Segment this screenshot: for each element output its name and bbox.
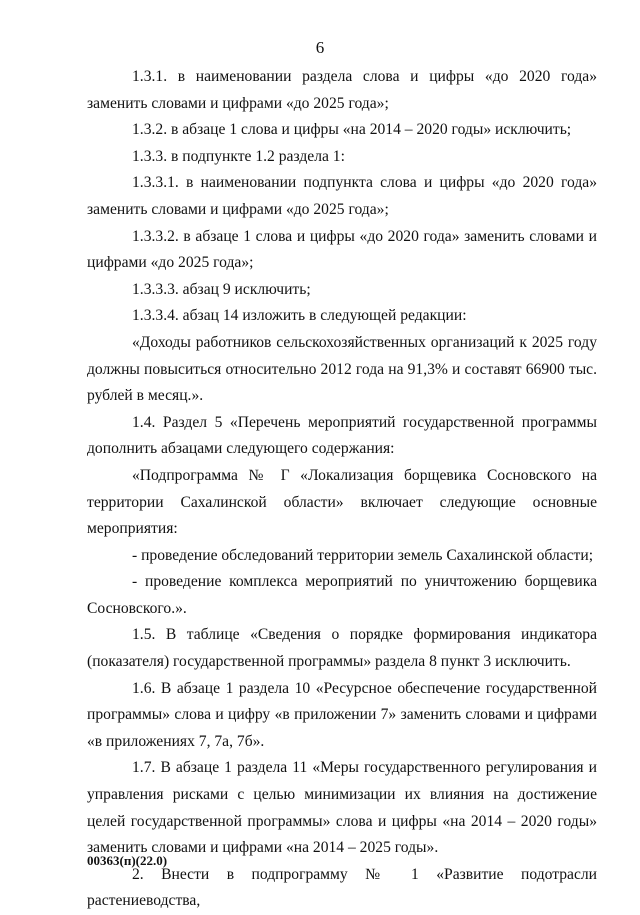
paragraph-1-5: 1.5. В таблице «Сведения о порядке формирования индикатора (показателя) государственной программы» раздела 8 пункт 3 исключить. xyxy=(87,626,597,671)
paragraph-2: 2. Внести в подпрограмму № 1 «Развитие подотрасли растениеводства, xyxy=(87,865,597,910)
quote-income: «Доходы работников сельскохозяйственных организаций к 2025 году должны повыситься относительно 2012 года на 91,3% и составят 66900 тыс. рублей в месяц.». xyxy=(87,333,597,405)
document-body xyxy=(87,64,597,915)
document-code: 00363(п)(22.0) xyxy=(87,853,168,868)
paragraph-1-3-3-1: 1.3.3.1. в наименовании подпункта слова и цифры «до 2020 года» заменить словами и цифрами «до 2025 года»; xyxy=(87,174,597,218)
list-item-eradication: - проведение комплекса мероприятий по уничтожению борщевика Сосновского.». xyxy=(87,573,597,617)
paragraph-1-3-3-4: 1.3.3.4. абзац 14 изложить в следующей редакции: xyxy=(132,307,467,325)
paragraph-1-3-2: 1.3.2. в абзаце 1 слова и цифры «на 2014 – 2020 годы» исключить; xyxy=(132,121,572,139)
paragraph-1-3-3: 1.3.3. в подпункте 1.2 раздела 1: xyxy=(132,147,345,165)
paragraph-1-4: 1.4. Раздел 5 «Перечень мероприятий государственной программы дополнить абзацами следующего содержания: xyxy=(87,413,597,458)
list-item-survey: - проведение обследований территории земель Сахалинской области; xyxy=(132,546,594,564)
paragraph-1-6: 1.6. В абзаце 1 раздела 10 «Ресурсное обеспечение государственной программы» слова и цифру «в приложении 7» заменить словами и цифрами «в приложениях 7, 7а, 7б». xyxy=(87,679,597,750)
paragraph-1-3-3-2: 1.3.3.2. в абзаце 1 слова и цифры «до 2020 года» заменить словами и цифрами «до 2025 года»; xyxy=(87,227,597,272)
paragraph-1-7: 1.7. В абзаце 1 раздела 11 «Меры государственного регулирования и управления рисками с целью минимизации их влияния на достижение целей государственной программы» слова и цифры «на 2014 – 2020 годы» заменить словами и цифрами «на 2014 – 2025 годы». xyxy=(87,759,597,857)
paragraph-1-3-1: 1.3.1. в наименовании раздела слова и цифры «до 2020 года» заменить словами и цифрами «до 2025 года»; xyxy=(87,68,597,112)
page-number: 6 xyxy=(315,38,325,57)
quote-subprogram: «Подпрограмма № Г «Локализация борщевика Сосновского на территории Сахалинской области» включает следующие основные мероприятия: xyxy=(87,466,597,538)
paragraph-1-3-3-3: 1.3.3.3. абзац 9 исключить; xyxy=(132,280,311,298)
